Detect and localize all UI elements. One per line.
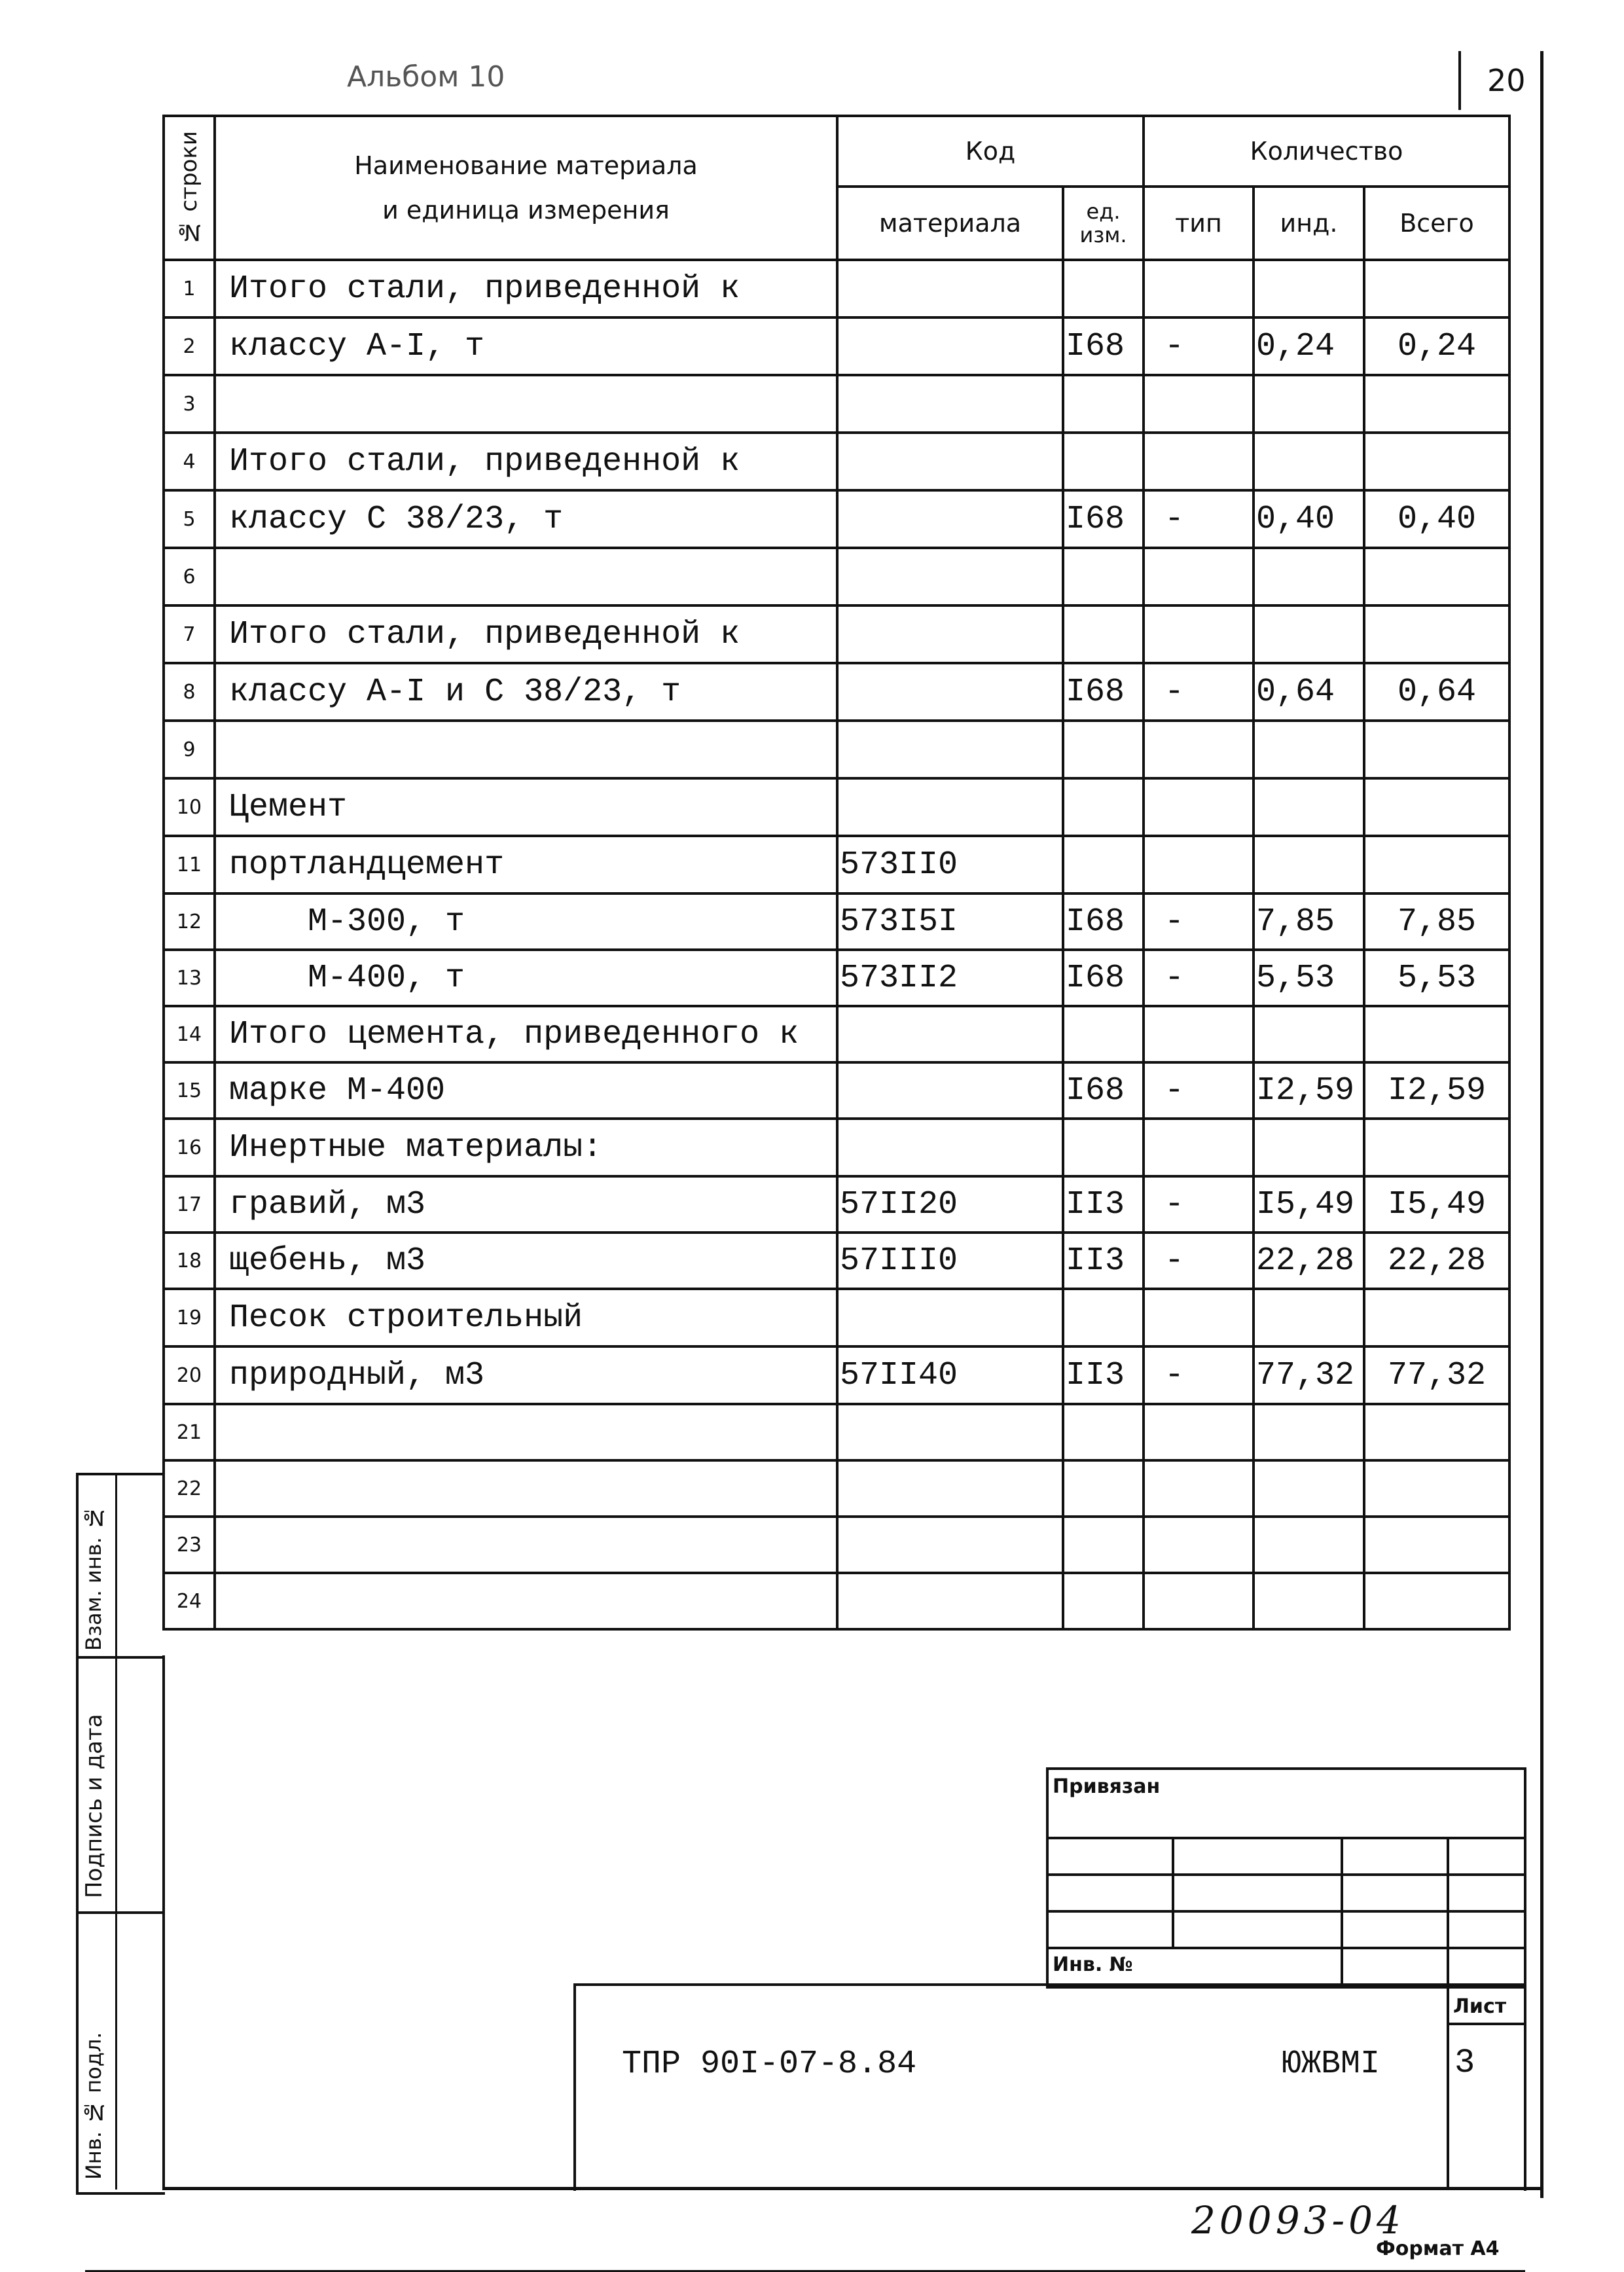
type-cell (1144, 836, 1254, 893)
unit-code-cell (1063, 1404, 1144, 1460)
doc-code: ТПР 90I-07-8.84 (622, 2046, 917, 2083)
side-strip-inner-line (115, 1473, 117, 2190)
material-code-cell (837, 1460, 1063, 1517)
material-code-cell (837, 317, 1063, 375)
material-code-cell (837, 260, 1063, 317)
table-row (164, 1517, 1509, 1573)
type-cell: - (1144, 490, 1254, 548)
unit-code-cell (1063, 605, 1144, 663)
unit-code-cell (1063, 1289, 1144, 1346)
type-cell (1144, 721, 1254, 778)
ind-quantity-cell: 0,24 (1254, 317, 1364, 375)
type-cell: - (1144, 1346, 1254, 1404)
ind-header: инд. (1254, 187, 1364, 260)
table-row (164, 490, 1509, 548)
total-quantity-cell (1364, 1006, 1509, 1062)
row-number-cell: 9 (164, 721, 215, 778)
signature-date-label: Подпись и дата (81, 1714, 107, 1898)
privyazan-line-1 (1046, 1837, 1524, 1839)
unit-code-cell: II3 (1063, 1346, 1144, 1404)
total-quantity-cell (1364, 778, 1509, 836)
inv-podl-label: Инв. № подл. (81, 2032, 106, 2180)
table-row (164, 1404, 1509, 1460)
material-name-cell: Итого цемента, приведенного к (215, 1006, 837, 1062)
unit-code-cell (1063, 1119, 1144, 1176)
unit-code-cell (1063, 260, 1144, 317)
type-cell: - (1144, 893, 1254, 950)
material-name-cell: Цемент (215, 778, 837, 836)
code-group-header: Код (837, 116, 1144, 187)
total-quantity-cell: 0,64 (1364, 663, 1509, 721)
side-strip-divider-2 (76, 1911, 165, 1914)
table-row (164, 317, 1509, 375)
unit-code-cell: I68 (1063, 1062, 1144, 1119)
frame-right-border (1540, 51, 1543, 2198)
ind-quantity-cell (1254, 1006, 1364, 1062)
privyazan-line-4 (1046, 1947, 1524, 1949)
type-cell: - (1144, 1062, 1254, 1119)
total-quantity-cell (1364, 1289, 1509, 1346)
total-quantity-cell: 22,28 (1364, 1233, 1509, 1289)
material-code-cell (837, 1517, 1063, 1573)
ind-quantity-cell (1254, 1119, 1364, 1176)
type-cell (1144, 548, 1254, 605)
material-name-cell: Песок строительный (215, 1289, 837, 1346)
material-name-cell (215, 548, 837, 605)
table-row (164, 1233, 1509, 1289)
row-number-cell: 22 (164, 1460, 215, 1517)
total-quantity-cell (1364, 260, 1509, 317)
material-name-cell: М-400, т (215, 950, 837, 1006)
material-name-cell: марке М-400 (215, 1062, 837, 1119)
material-name-cell: гравий, м3 (215, 1176, 837, 1233)
material-code-cell (837, 1404, 1063, 1460)
row-number-cell: 5 (164, 490, 215, 548)
unit-code-cell (1063, 778, 1144, 836)
material-code-cell: 57II40 (837, 1346, 1063, 1404)
row-number-cell: 12 (164, 893, 215, 950)
material-name-cell: классу С 38/23, т (215, 490, 837, 548)
row-number-cell: 18 (164, 1233, 215, 1289)
doc-code-block (573, 1983, 1526, 2191)
row-number-header: № строки (164, 116, 215, 260)
unit-code-cell (1063, 548, 1144, 605)
table-row (164, 950, 1509, 1006)
type-header: тип (1144, 187, 1254, 260)
vzam-inv-label: Взам. инв. № (81, 1506, 106, 1651)
material-code-cell (837, 778, 1063, 836)
row-number-cell: 19 (164, 1289, 215, 1346)
total-quantity-cell (1364, 836, 1509, 893)
inv-no-label: Инв. № (1053, 1953, 1133, 1976)
material-code-cell (837, 548, 1063, 605)
page-number: 20 (1487, 63, 1526, 98)
unit-code-cell: I68 (1063, 663, 1144, 721)
row-number-cell: 3 (164, 375, 215, 433)
list-col-divider (1447, 1983, 1449, 2188)
ind-quantity-cell: 7,85 (1254, 893, 1364, 950)
row-number-cell: 21 (164, 1404, 215, 1460)
material-code-cell (837, 663, 1063, 721)
type-cell: - (1144, 317, 1254, 375)
frame-left-border-lower (162, 1655, 165, 2190)
material-code-cell: 573II0 (837, 836, 1063, 893)
unit-code-cell (1063, 1517, 1144, 1573)
row-number-cell: 8 (164, 663, 215, 721)
doc-mark: ЮЖВМI (1282, 2046, 1380, 2083)
material-name-cell: природный, м3 (215, 1346, 837, 1404)
ind-quantity-cell (1254, 1517, 1364, 1573)
row-number-cell: 11 (164, 836, 215, 893)
total-quantity-cell (1364, 1404, 1509, 1460)
unit-header: ед. изм. (1063, 187, 1144, 260)
type-cell (1144, 375, 1254, 433)
material-name-cell: портландцемент (215, 836, 837, 893)
table-row (164, 433, 1509, 490)
total-quantity-cell (1364, 1573, 1509, 1629)
row-number-cell: 13 (164, 950, 215, 1006)
table-row (164, 260, 1509, 317)
privyazan-label: Привязан (1053, 1775, 1161, 1798)
material-code-cell (837, 433, 1063, 490)
total-quantity-cell (1364, 375, 1509, 433)
ind-quantity-cell (1254, 721, 1364, 778)
material-code-cell: 57II20 (837, 1176, 1063, 1233)
unit-code-cell: I68 (1063, 893, 1144, 950)
material-name-cell: классу А-I, т (215, 317, 837, 375)
material-name-cell: Итого стали, приведенной к (215, 433, 837, 490)
type-cell (1144, 1119, 1254, 1176)
type-cell (1144, 1573, 1254, 1629)
total-quantity-cell (1364, 548, 1509, 605)
ind-quantity-cell (1254, 375, 1364, 433)
material-name-cell (215, 1573, 837, 1629)
unit-code-cell: I68 (1063, 950, 1144, 1006)
table-row (164, 893, 1509, 950)
row-number-cell: 2 (164, 317, 215, 375)
row-number-cell: 16 (164, 1119, 215, 1176)
ind-quantity-cell (1254, 778, 1364, 836)
privyazan-col-3 (1447, 1837, 1449, 1983)
table-row (164, 721, 1509, 778)
list-number: 3 (1454, 2044, 1475, 2082)
type-cell (1144, 260, 1254, 317)
total-quantity-cell (1364, 1517, 1509, 1573)
ind-quantity-cell: 0,40 (1254, 490, 1364, 548)
material-spec-table (162, 115, 1511, 1631)
privyazan-col-2 (1341, 1837, 1343, 1983)
table-row (164, 836, 1509, 893)
list-label: Лист (1453, 1995, 1507, 2018)
material-name-cell (215, 721, 837, 778)
table-row (164, 1006, 1509, 1062)
ind-quantity-cell (1254, 1573, 1364, 1629)
material-code-cell (837, 1062, 1063, 1119)
table-row (164, 1573, 1509, 1629)
unit-code-cell: I68 (1063, 490, 1144, 548)
ind-quantity-cell (1254, 1460, 1364, 1517)
material-code-cell: 573II2 (837, 950, 1063, 1006)
row-number-cell: 6 (164, 548, 215, 605)
type-cell (1144, 433, 1254, 490)
privyazan-line-2 (1046, 1873, 1524, 1876)
name-header: Наименование материала и единица измерения (215, 116, 837, 260)
material-code-cell (837, 605, 1063, 663)
type-cell (1144, 1289, 1254, 1346)
table-row (164, 1062, 1509, 1119)
material-name-cell: Инертные материалы: (215, 1119, 837, 1176)
type-cell (1144, 1006, 1254, 1062)
ind-quantity-cell: 0,64 (1254, 663, 1364, 721)
page-number-divider (1458, 51, 1461, 110)
privyazan-line-3 (1046, 1910, 1524, 1913)
row-number-cell: 23 (164, 1517, 215, 1573)
material-code-header: материала (837, 187, 1063, 260)
handwritten-number: 20093-04 (1191, 2198, 1405, 2243)
unit-code-cell (1063, 836, 1144, 893)
ind-quantity-cell (1254, 548, 1364, 605)
material-code-cell: 57III0 (837, 1233, 1063, 1289)
material-code-cell (837, 1119, 1063, 1176)
row-number-cell: 20 (164, 1346, 215, 1404)
unit-code-cell: I68 (1063, 317, 1144, 375)
total-quantity-cell: 77,32 (1364, 1346, 1509, 1404)
unit-code-cell (1063, 1006, 1144, 1062)
ind-quantity-cell (1254, 605, 1364, 663)
table-row (164, 663, 1509, 721)
type-cell (1144, 1460, 1254, 1517)
material-name-cell (215, 1404, 837, 1460)
type-cell: - (1144, 950, 1254, 1006)
material-name-cell: классу А-I и С 38/23, т (215, 663, 837, 721)
type-cell (1144, 1404, 1254, 1460)
total-quantity-cell: 7,85 (1364, 893, 1509, 950)
ind-quantity-cell: 77,32 (1254, 1346, 1364, 1404)
total-quantity-cell (1364, 433, 1509, 490)
unit-code-cell: II3 (1063, 1233, 1144, 1289)
total-quantity-cell (1364, 1119, 1509, 1176)
quantity-group-header: Количество (1144, 116, 1509, 187)
total-quantity-cell: I5,49 (1364, 1176, 1509, 1233)
ind-quantity-cell (1254, 260, 1364, 317)
unit-code-cell (1063, 375, 1144, 433)
material-code-cell (837, 1006, 1063, 1062)
ind-quantity-cell (1254, 1289, 1364, 1346)
unit-code-cell (1063, 433, 1144, 490)
table-row (164, 548, 1509, 605)
total-quantity-cell (1364, 721, 1509, 778)
unit-code-cell (1063, 1460, 1144, 1517)
album-label: Альбом 10 (347, 60, 505, 94)
type-cell: - (1144, 663, 1254, 721)
material-name-cell: Итого стали, приведенной к (215, 260, 837, 317)
type-cell (1144, 778, 1254, 836)
row-number-cell: 15 (164, 1062, 215, 1119)
material-name-cell (215, 375, 837, 433)
ind-quantity-cell (1254, 433, 1364, 490)
list-label-line (1447, 2023, 1524, 2025)
ind-quantity-cell (1254, 1404, 1364, 1460)
privyazan-col-1 (1172, 1837, 1174, 1947)
total-header: Всего (1364, 187, 1509, 260)
total-quantity-cell: I2,59 (1364, 1062, 1509, 1119)
ind-quantity-cell: 5,53 (1254, 950, 1364, 1006)
total-quantity-cell: 0,40 (1364, 490, 1509, 548)
row-number-cell: 17 (164, 1176, 215, 1233)
table-row (164, 375, 1509, 433)
total-quantity-cell (1364, 605, 1509, 663)
table-row (164, 1119, 1509, 1176)
unit-code-cell (1063, 721, 1144, 778)
format-label: Формат А4 (1376, 2237, 1500, 2260)
row-number-cell: 10 (164, 778, 215, 836)
total-quantity-cell (1364, 1460, 1509, 1517)
unit-code-cell: II3 (1063, 1176, 1144, 1233)
row-number-cell: 1 (164, 260, 215, 317)
side-strip-divider-1 (76, 1656, 165, 1659)
unit-code-cell (1063, 1573, 1144, 1629)
table-row (164, 1176, 1509, 1233)
material-name-cell: М-300, т (215, 893, 837, 950)
total-quantity-cell: 5,53 (1364, 950, 1509, 1006)
total-quantity-cell: 0,24 (1364, 317, 1509, 375)
ind-quantity-cell: I2,59 (1254, 1062, 1364, 1119)
table-row (164, 605, 1509, 663)
row-number-cell: 14 (164, 1006, 215, 1062)
table-row (164, 1346, 1509, 1404)
table-row (164, 778, 1509, 836)
material-name-cell: щебень, м3 (215, 1233, 837, 1289)
row-number-cell: 4 (164, 433, 215, 490)
material-code-cell (837, 1573, 1063, 1629)
material-code-cell (837, 490, 1063, 548)
table-row (164, 1460, 1509, 1517)
ind-quantity-cell: I5,49 (1254, 1176, 1364, 1233)
material-code-cell (837, 375, 1063, 433)
type-cell: - (1144, 1176, 1254, 1233)
material-name-cell (215, 1460, 837, 1517)
material-code-cell (837, 1289, 1063, 1346)
table-row (164, 1289, 1509, 1346)
row-number-cell: 24 (164, 1573, 215, 1629)
material-code-cell: 573I5I (837, 893, 1063, 950)
type-cell (1144, 1517, 1254, 1573)
row-number-cell: 7 (164, 605, 215, 663)
material-code-cell (837, 721, 1063, 778)
type-cell (1144, 605, 1254, 663)
ind-quantity-cell (1254, 836, 1364, 893)
type-cell: - (1144, 1233, 1254, 1289)
material-name-cell: Итого стали, приведенной к (215, 605, 837, 663)
material-name-cell (215, 1517, 837, 1573)
ind-quantity-cell: 22,28 (1254, 1233, 1364, 1289)
